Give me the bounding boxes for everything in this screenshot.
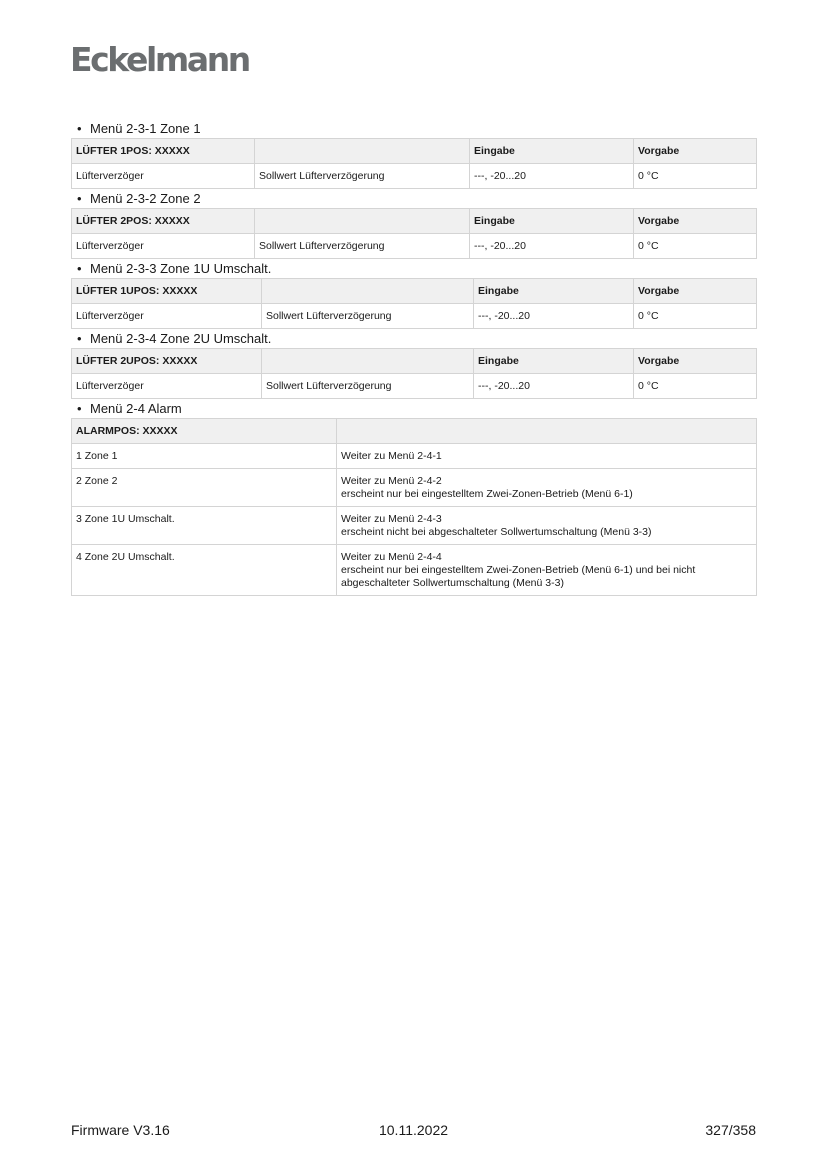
table-cell: Lüfterverzöger bbox=[72, 234, 255, 259]
table-cell: ---, -20...20 bbox=[470, 234, 634, 259]
cell-line: Weiter zu Menü 2-4-4 bbox=[341, 551, 442, 563]
table-header-row bbox=[72, 349, 757, 374]
header-cell: Eingabe bbox=[470, 139, 634, 164]
section-heading bbox=[71, 259, 756, 278]
table-cell bbox=[337, 469, 757, 507]
header-cell: LÜFTER 2POS: XXXXX bbox=[72, 209, 255, 234]
header-cell: Eingabe bbox=[470, 209, 634, 234]
section-heading-text: Menü 2-3-3 Zone 1U Umschalt. bbox=[90, 261, 272, 276]
table-row bbox=[72, 304, 757, 329]
table-header-row bbox=[72, 419, 757, 444]
table-cell: Lüfterverzöger bbox=[72, 374, 262, 399]
table-cell: 0 °C bbox=[634, 304, 757, 329]
table-cell: ---, -20...20 bbox=[474, 304, 634, 329]
table-row bbox=[72, 164, 757, 189]
bullet-icon: • bbox=[77, 401, 82, 416]
table-cell bbox=[337, 444, 757, 469]
header-cell bbox=[337, 419, 757, 444]
section-heading-text: Menü 2-4 Alarm bbox=[90, 401, 182, 416]
header-cell: Vorgabe bbox=[634, 209, 757, 234]
bullet-icon: • bbox=[77, 261, 82, 276]
table-row bbox=[72, 374, 757, 399]
table-row bbox=[72, 444, 757, 469]
table-cell: 0 °C bbox=[634, 234, 757, 259]
table-cell: Lüfterverzöger bbox=[72, 164, 255, 189]
page-number: 327/358 bbox=[705, 1122, 756, 1138]
header-cell: ALARMPOS: XXXXX bbox=[72, 419, 337, 444]
table-row bbox=[72, 469, 757, 507]
page-content bbox=[71, 119, 756, 596]
table-row bbox=[72, 507, 757, 545]
parameter-table bbox=[71, 278, 757, 329]
cell-line: Weiter zu Menü 2-4-3 bbox=[341, 513, 442, 525]
header-cell bbox=[262, 349, 474, 374]
header-cell: LÜFTER 1POS: XXXXX bbox=[72, 139, 255, 164]
section-heading-text: Menü 2-3-4 Zone 2U Umschalt. bbox=[90, 331, 272, 346]
bullet-icon: • bbox=[77, 191, 82, 206]
cell-line: erscheint nicht bei abgeschalteter Sollwertumschaltung (Menü 3-3) bbox=[341, 526, 652, 538]
section-heading bbox=[71, 189, 756, 208]
table-cell: 0 °C bbox=[634, 374, 757, 399]
table-header-row bbox=[72, 279, 757, 304]
section-heading bbox=[71, 119, 756, 138]
header-cell: Vorgabe bbox=[634, 139, 757, 164]
table-cell: 0 °C bbox=[634, 164, 757, 189]
header-cell bbox=[255, 209, 470, 234]
table-cell: 2 Zone 2 bbox=[72, 469, 337, 507]
table-cell: Sollwert Lüfterverzögerung bbox=[262, 374, 474, 399]
section-heading-text: Menü 2-3-2 Zone 2 bbox=[90, 191, 201, 206]
cell-line: erscheint nur bei eingestelltem Zwei-Zonen-Betrieb (Menü 6-1) bbox=[341, 488, 633, 500]
section-heading bbox=[71, 399, 756, 418]
table-cell: Sollwert Lüfterverzögerung bbox=[262, 304, 474, 329]
cell-line: abgeschalteter Sollwertumschaltung (Menü 3-3) bbox=[341, 577, 564, 589]
bullet-icon: • bbox=[77, 331, 82, 346]
table-cell: ---, -20...20 bbox=[474, 374, 634, 399]
parameter-table bbox=[71, 138, 757, 189]
header-cell bbox=[262, 279, 474, 304]
table-cell bbox=[337, 507, 757, 545]
table-cell: 1 Zone 1 bbox=[72, 444, 337, 469]
header-cell: Eingabe bbox=[474, 279, 634, 304]
table-cell: ---, -20...20 bbox=[470, 164, 634, 189]
parameter-table bbox=[71, 348, 757, 399]
header-cell: Vorgabe bbox=[634, 279, 757, 304]
table-cell bbox=[337, 545, 757, 596]
parameter-table bbox=[71, 208, 757, 259]
table-header-row bbox=[72, 139, 757, 164]
cell-line: Weiter zu Menü 2-4-2 bbox=[341, 475, 442, 487]
eckelmann-logo: Eckelmann bbox=[70, 40, 249, 79]
header-cell: LÜFTER 1UPOS: XXXXX bbox=[72, 279, 262, 304]
firmware-version: Firmware V3.16 bbox=[71, 1122, 170, 1138]
cell-line: Weiter zu Menü 2-4-1 bbox=[341, 450, 442, 462]
table-header-row bbox=[72, 209, 757, 234]
table-row bbox=[72, 234, 757, 259]
section-heading bbox=[71, 329, 756, 348]
footer-date: 10.11.2022 bbox=[378, 1122, 449, 1138]
table-row bbox=[72, 545, 757, 596]
header-cell: LÜFTER 2UPOS: XXXXX bbox=[72, 349, 262, 374]
table-cell: 4 Zone 2U Umschalt. bbox=[72, 545, 337, 596]
table-cell: Sollwert Lüfterverzögerung bbox=[255, 164, 470, 189]
cell-line: erscheint nur bei eingestelltem Zwei-Zonen-Betrieb (Menü 6-1) und bei nicht bbox=[341, 564, 696, 576]
table-cell: Sollwert Lüfterverzögerung bbox=[255, 234, 470, 259]
table-cell: 3 Zone 1U Umschalt. bbox=[72, 507, 337, 545]
header-cell: Vorgabe bbox=[634, 349, 757, 374]
page-footer bbox=[71, 1122, 756, 1140]
bullet-icon: • bbox=[77, 121, 82, 136]
header-cell bbox=[255, 139, 470, 164]
section-heading-text: Menü 2-3-1 Zone 1 bbox=[90, 121, 201, 136]
header-cell: Eingabe bbox=[474, 349, 634, 374]
alarm-table bbox=[71, 418, 757, 596]
table-cell: Lüfterverzöger bbox=[72, 304, 262, 329]
